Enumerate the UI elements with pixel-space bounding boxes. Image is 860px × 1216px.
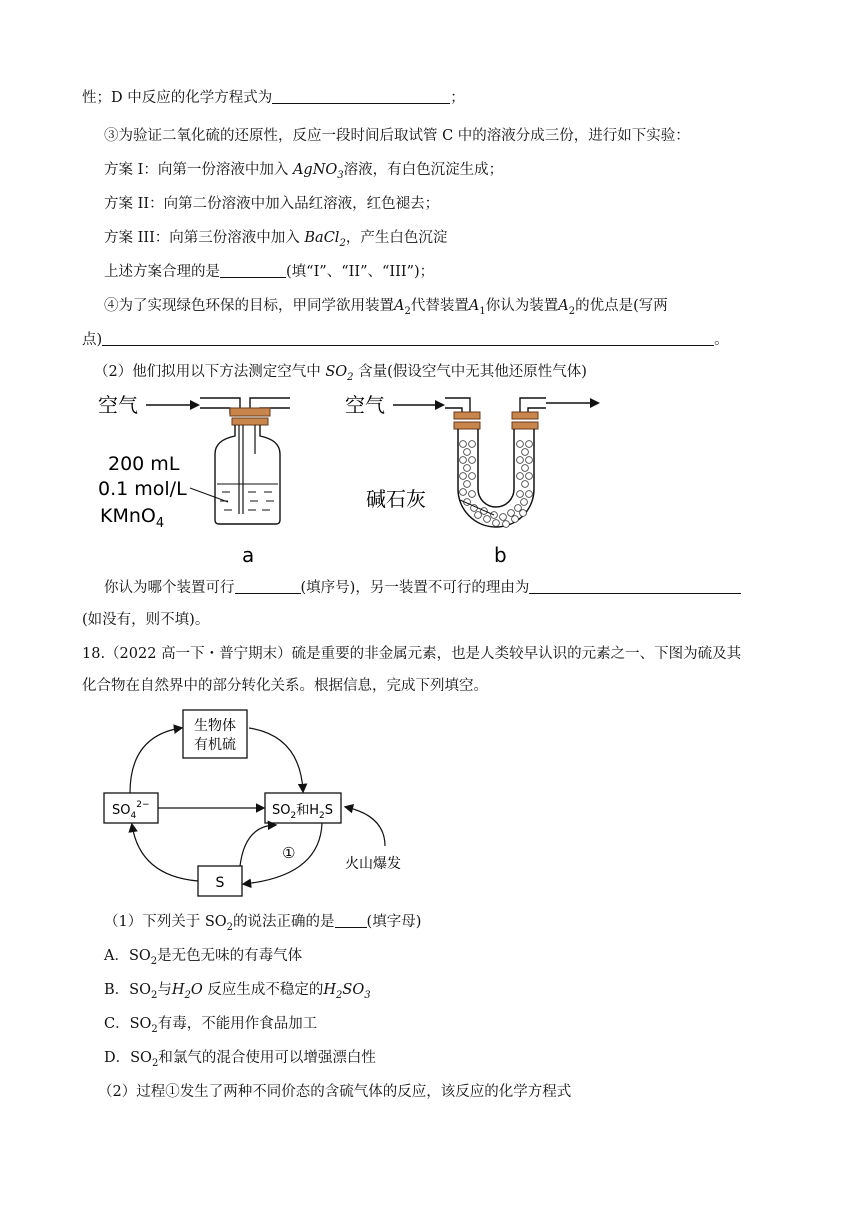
question-18-heading: 18.（2022 高一下・普宁期末）硫是重要的非金属元素，也是人类较早认识的元素之一、下图为硫及其 bbox=[82, 646, 742, 662]
step-1-label: ① bbox=[282, 844, 296, 862]
apparatus-figure bbox=[90, 384, 620, 574]
solution-name: KMnO$_4$ bbox=[100, 505, 165, 531]
arrow-sulfate-to-organism bbox=[130, 728, 181, 793]
arrow-organism-to-gases bbox=[249, 728, 303, 791]
question-1-stem: （1）下列关于 $SO_2$的说法正确的是 (填字母) bbox=[104, 914, 422, 933]
soda-lime-label: 碱石灰 bbox=[366, 487, 426, 511]
option-b[interactable]: B．$SO_2$与$H_2O$ 反应生成不稳定的$H_2SO_3$ bbox=[104, 982, 371, 1001]
label-a: a bbox=[242, 543, 255, 567]
arrow-volcano-to-gases bbox=[346, 807, 385, 846]
arrow-sulfur-to-sulfate bbox=[132, 825, 198, 881]
arrowhead-b bbox=[435, 400, 445, 410]
arrow-sulfur-to-gases bbox=[240, 825, 275, 866]
text-line-reducing: ③为验证二氧化硫的还原性，反应一段时间后取试管 C 中的溶液分成三份，进行如下实验： bbox=[104, 128, 690, 144]
text-line-reasonable: 上述方案合理的是 (填“I”、“II”、“III”)； bbox=[104, 264, 435, 280]
question-2-stem: （2）过程①发生了两种不同价态的含硫气体的反应，该反应的化学方程式 bbox=[98, 1084, 572, 1100]
answer-blank[interactable] bbox=[529, 578, 741, 594]
answer-blank[interactable] bbox=[102, 330, 714, 346]
arrowhead-out-b bbox=[590, 398, 600, 408]
gas-bottle-a bbox=[190, 398, 290, 524]
answer-blank[interactable] bbox=[220, 262, 286, 278]
answer-blank[interactable] bbox=[272, 88, 450, 104]
gases-label: $SO_2$和$H_2S$ bbox=[272, 803, 333, 821]
option-c[interactable]: C．$SO_2$有毒，不能用作食品加工 bbox=[104, 1016, 318, 1035]
solution-concentration: 0.1 mol/L bbox=[98, 478, 187, 500]
u-tube-b bbox=[445, 398, 546, 527]
label-b: b bbox=[494, 543, 507, 567]
question-18-intro: 化合物在自然界中的部分转化关系。根据信息，完成下列填空。 bbox=[82, 678, 488, 694]
arrowhead-a bbox=[190, 400, 200, 410]
answer-blank[interactable] bbox=[235, 578, 301, 594]
text-line-green: ④为了实现绿色环保的目标，甲同学欲用装置$A_2$代替装置$A_1$你认为装置$A_2$的优点是(写两 bbox=[104, 298, 668, 317]
sulfur-cycle-diagram bbox=[100, 706, 430, 906]
volcano-label: 火山爆发 bbox=[345, 856, 401, 872]
svg-text:生物体: 生物体 bbox=[194, 718, 236, 734]
option-d[interactable]: D．$SO_2$和氯气的混合使用可以增强漂白性 bbox=[104, 1050, 376, 1069]
svg-text:S: S bbox=[215, 875, 225, 891]
solution-volume: 200 mL bbox=[108, 453, 180, 475]
text-line-plan-1: 方案 I：向第一份溶液中加入 AgNO$_3$溶液，有白色沉淀生成； bbox=[104, 162, 504, 181]
option-a[interactable]: A．$SO_2$是无色无味的有毒气体 bbox=[104, 948, 303, 967]
text-line-plan-2: 方案 II：向第二份溶液中加入品红溶液，红色褪去； bbox=[104, 196, 440, 212]
answer-blank[interactable] bbox=[335, 912, 367, 928]
text-line-if-none: (如没有，则不填)。 bbox=[82, 612, 210, 628]
text-line-plan-3: 方案 III：向第三份溶液中加入 BaCl$_2$，产生白色沉淀 bbox=[104, 230, 448, 249]
sulfate-label: $SO_4^{2-}$ bbox=[112, 800, 150, 821]
text-line-feasible: 你认为哪个装置可行 (填序号)，另一装置不可行的理由为 bbox=[104, 578, 741, 598]
air-label-a: 空气 bbox=[98, 393, 138, 417]
text-line-equation-d: 性；D 中反应的化学方程式为 ； bbox=[82, 90, 465, 106]
text-line-points: 点) 。 bbox=[82, 332, 729, 348]
text-line-measure: （2）他们拟用以下方法测定空气中 $SO_2$ 含量(假设空气中无其他还原性气体) bbox=[94, 364, 587, 383]
svg-text:有机硫: 有机硫 bbox=[194, 737, 236, 753]
air-label-b: 空气 bbox=[345, 393, 385, 417]
